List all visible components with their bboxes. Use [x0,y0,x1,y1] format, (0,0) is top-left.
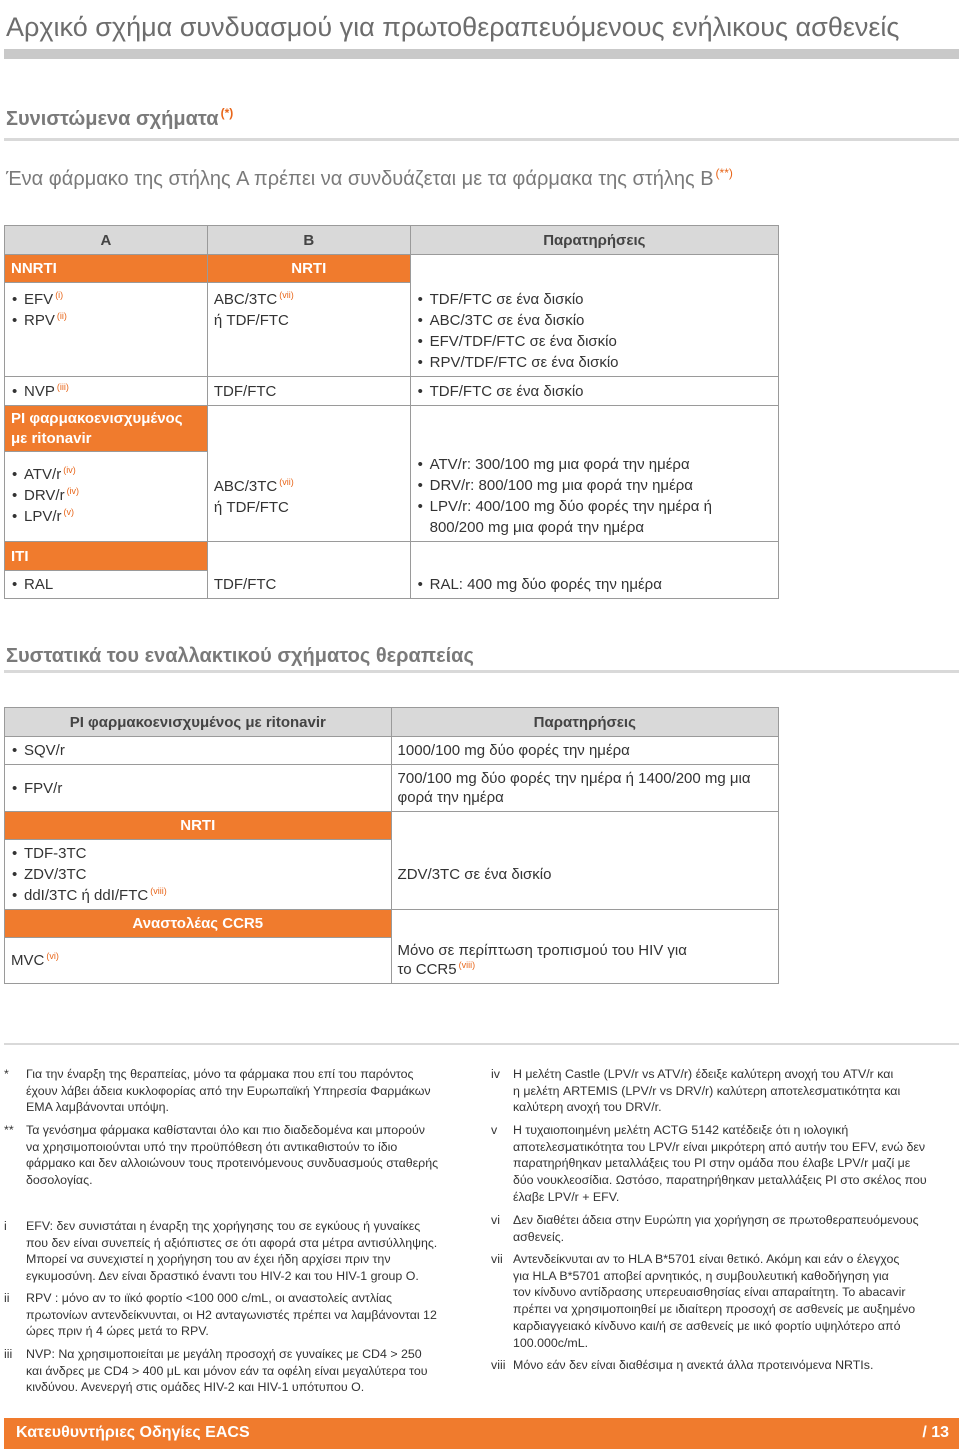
list-item: • RPV/TDF/FTC σε ένα δισκίο [417,352,772,373]
list-item: • TDF-3TC [11,843,385,864]
recommended-regimens-table [4,225,779,599]
mvc-notes-cell: Μόνο σε περίπτωση τροπισμού του HIV για το CCR5 $^{(viii)}$ [391,938,778,984]
fpv-notes-cell: 700/100 mg δύο φορές την ημέρα ή 1400/200 mg μια φορά την ημέρα [391,765,778,812]
notes-header: Παρατηρήσεις [410,226,778,255]
list-item: • ATV/r: 300/100 mg μια φορά την ημέρα [417,454,772,475]
notes-header: Παρατηρήσεις [391,708,778,737]
section-alternative-title: Συστατικά του εναλλακτικού σχήματος θεραπείας [6,645,474,667]
iti-label: ITI [5,542,208,571]
page-number: / 13 [922,1424,949,1441]
pi-drugs-cell [5,452,208,542]
list-item: • EFV $^{(i)}$ [11,289,201,310]
list-item: • TDF/FTC σε ένα δισκίο [417,289,772,310]
section-intro: Ένα φάρμακο της στήλης A πρέπει να συνδυάζεται με τα φάρμακα της στήλης B (**) [6,166,733,190]
nnrti-drugs-cell [5,283,208,377]
nrti-drugs-cell [5,840,392,910]
list-item: • LPV/r $^{(v)}$ [11,506,201,527]
pi-header: PI φαρμακοενισχυμένος με ritonavir [5,708,392,737]
section-recommended-title: Συνιστώμενα σχήματα (*) [6,106,234,130]
nrti-label: NRTI [207,255,410,283]
nnrti-notes-cell [410,283,778,377]
list-item: • EFV/TDF/FTC σε ένα δισκίο [417,331,772,352]
alternative-components-table [4,707,779,984]
nvp-cell: • NVP $^{(iii)}$ [5,377,208,406]
list-item: • ATV/r $^{(iv)}$ [11,464,201,485]
footnotes-divider [4,1043,959,1045]
list-item: • LPV/r: 400/100 mg δύο φορές την ημέρα ή 800/200 mg μια φορά την ημέρα [417,496,772,538]
page-footer [4,1418,959,1449]
list-item: • ABC/3TC σε ένα δισκίο [417,310,772,331]
list-item: • DRV/r: 800/100 mg μια φορά την ημέρα [417,475,772,496]
ral-notes-cell: • RAL: 400 mg δύο φορές την ημέρα [410,571,778,599]
list-item: • ddI/3TC ή ddI/FTC $^{(viii)}$ [11,885,385,906]
pi-backbone-cell: ABC/3TC $^{(vii)}$ ή TDF/FTC [207,452,410,542]
sqv-notes-cell: 1000/100 mg δύο φορές την ημέρα [391,737,778,765]
ccr5-label: Αναστολέας CCR5 [5,910,392,938]
nrti-label: NRTI [5,812,392,840]
nrti-notes-cell: ZDV/3TC σε ένα δισκίο [391,840,778,910]
column-a-header: A [5,226,208,255]
title-underline [4,49,959,59]
pi-notes-cell [410,452,778,542]
column-b-header: B [207,226,410,255]
fpv-cell: • FPV/r [5,765,392,812]
nvp-notes-cell: • TDF/FTC σε ένα δισκίο [410,377,778,406]
pi-boosted-label: PI φαρμακοενισχυμένος με ritonavir [5,406,208,452]
ral-backbone-cell: TDF/FTC [207,571,410,599]
page-title: Αρχικό σχήμα συνδυασμού για πρωτοθεραπευόμενους ενήλικους ασθενείς [6,12,900,42]
section-divider [4,138,959,141]
ral-cell: • RAL [5,571,208,599]
footer-title: Κατευθυντήριες Οδηγίες EACS [16,1424,250,1441]
nrti-backbone-cell: ABC/3TC $^{(vii)}$ ή TDF/FTC [207,283,410,377]
sqv-cell: • SQV/r [5,737,392,765]
list-item: • ZDV/3TC [11,864,385,885]
list-item: • DRV/r $^{(iv)}$ [11,485,201,506]
list-item: • RPV $^{(ii)}$ [11,310,201,331]
mvc-cell: MVC $^{(vi)}$ [5,938,392,984]
nvp-backbone-cell: TDF/FTC [207,377,410,406]
section-divider [4,670,959,673]
nnrti-label: NNRTI [5,255,208,283]
